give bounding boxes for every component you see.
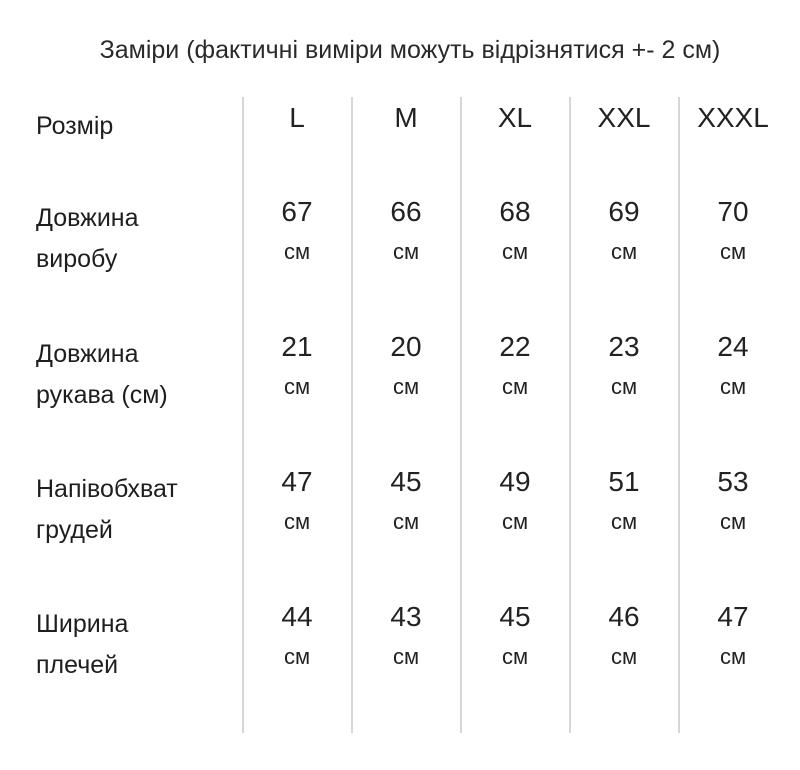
cell-value: 21 (281, 331, 313, 362)
table-cell (461, 196, 569, 264)
row-label-line: плечей (36, 651, 119, 679)
table-cell (461, 466, 569, 534)
table-cell (570, 601, 678, 669)
table-cell (243, 196, 351, 264)
cell-value: 47 (717, 601, 749, 632)
table-cell (352, 466, 460, 534)
size-header-xxxl: XXXL (697, 102, 769, 133)
cell-value: 22 (499, 331, 531, 362)
cell-unit: см (283, 644, 311, 669)
cell-value: 24 (717, 331, 749, 362)
table-cell (461, 601, 569, 669)
cell-unit: см (283, 239, 311, 264)
row-label-sleeve (36, 334, 168, 416)
table-cell (352, 196, 460, 264)
cell-unit: см (719, 239, 747, 264)
row-label-line: Ширина (36, 610, 129, 638)
cell-unit: см (501, 509, 529, 534)
size-header-xl: XL (497, 102, 533, 133)
cell-unit: см (610, 644, 638, 669)
size-header-m: M (394, 102, 418, 133)
table-cell (570, 466, 678, 534)
size-header-label: Розмір (36, 112, 114, 140)
cell-value: 45 (390, 466, 422, 497)
table-cell (679, 466, 787, 534)
row-label-length (36, 198, 139, 280)
cell-value: 44 (281, 601, 313, 632)
cell-unit: см (719, 509, 747, 534)
cell-unit: см (392, 374, 420, 399)
row-label-shoulders (36, 604, 128, 686)
row-label-line: Напівобхват (36, 475, 178, 503)
cell-unit: см (283, 509, 311, 534)
page-title: Заміри (фактичні виміри можуть відрізнятися +- 2 см) (99, 36, 721, 64)
cell-value: 20 (390, 331, 422, 362)
cell-value: 70 (717, 196, 749, 227)
row-label-line: виробу (36, 245, 118, 273)
table-cell (352, 601, 460, 669)
cell-unit: см (501, 239, 529, 264)
row-label-line: Довжина (36, 340, 139, 368)
cell-unit: см (392, 509, 420, 534)
cell-unit: см (610, 509, 638, 534)
cell-value: 68 (499, 196, 531, 227)
cell-unit: см (610, 374, 638, 399)
row-label-line: рукава (см) (36, 381, 168, 409)
cell-unit: см (610, 239, 638, 264)
table-cell (243, 601, 351, 669)
row-label-line: Довжина (36, 204, 139, 232)
cell-value: 69 (608, 196, 640, 227)
cell-value: 67 (281, 196, 313, 227)
table-cell (243, 331, 351, 399)
size-header-l: L (289, 102, 305, 133)
size-header-xxl: XXL (597, 102, 651, 133)
cell-value: 46 (608, 601, 640, 632)
cell-value: 43 (390, 601, 422, 632)
cell-value: 51 (608, 466, 640, 497)
table-cell (461, 331, 569, 399)
table-cell (679, 331, 787, 399)
cell-value: 49 (499, 466, 531, 497)
cell-unit: см (501, 644, 529, 669)
table-cell (679, 601, 787, 669)
cell-unit: см (392, 239, 420, 264)
row-label-line: грудей (36, 516, 113, 544)
table-cell (243, 466, 351, 534)
cell-unit: см (719, 644, 747, 669)
cell-value: 66 (390, 196, 422, 227)
table-cell (352, 331, 460, 399)
cell-value: 23 (608, 331, 640, 362)
cell-unit: см (501, 374, 529, 399)
cell-unit: см (283, 374, 311, 399)
cell-unit: см (719, 374, 747, 399)
table-cell (570, 196, 678, 264)
cell-value: 53 (717, 466, 749, 497)
cell-unit: см (392, 644, 420, 669)
cell-value: 45 (499, 601, 531, 632)
table-cell (570, 331, 678, 399)
table-cell (679, 196, 787, 264)
row-label-chest (36, 469, 178, 551)
cell-value: 47 (281, 466, 313, 497)
